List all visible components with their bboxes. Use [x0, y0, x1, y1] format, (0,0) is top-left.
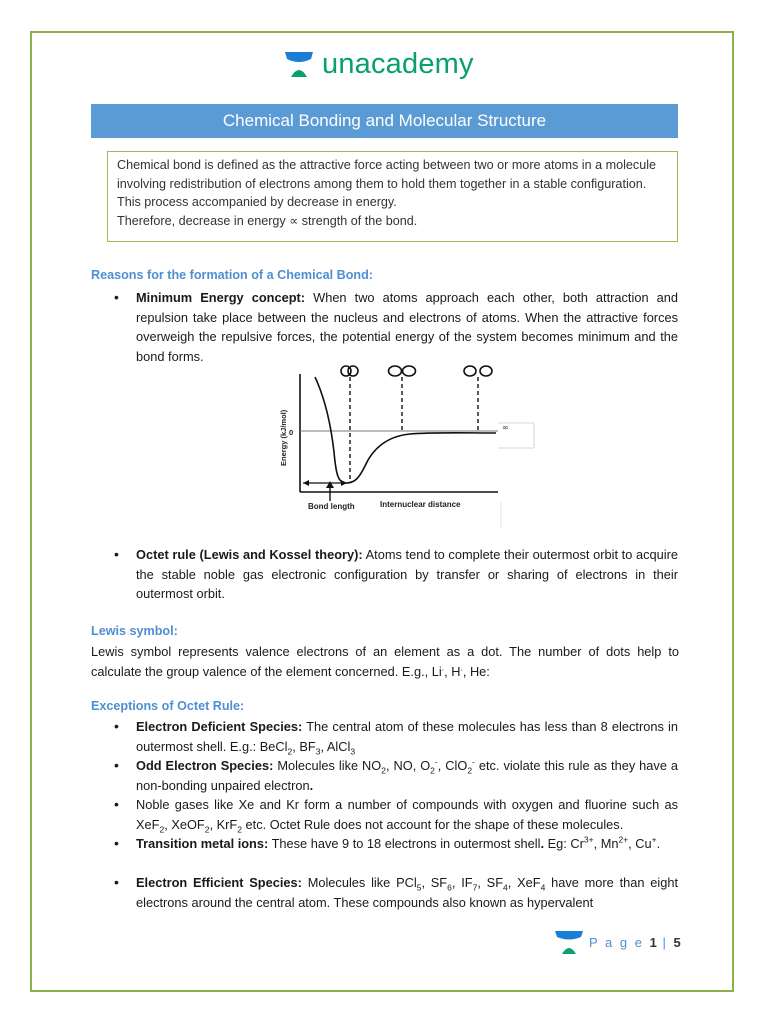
- lewis-text-b: , H: [444, 663, 461, 679]
- atom-pair-close: [341, 366, 358, 376]
- electron-efficient-text: Molecules like PCl: [307, 875, 417, 890]
- zero-label: 0: [289, 428, 294, 437]
- lewis-text-c: , He:: [462, 663, 490, 679]
- lewis-paragraph: [91, 642, 679, 681]
- infinity-label: ∞: [502, 423, 509, 432]
- potential-energy-curve: [315, 377, 496, 483]
- bullet-odd-electron: • Odd Electron Species: Molecules like $NO_2$, NO, $O_2^-$, ClO$_2$- etc. violate this rule as they have a non-bonding unpaired electron.: [136, 756, 678, 795]
- page-footer: [555, 927, 683, 957]
- atom-pair-mid: [389, 366, 416, 376]
- y-axis-label: Energy (kJ/mol): [279, 409, 288, 466]
- bullet-noble-gases: • Noble gases like Xe and Kr form a number of compounds with oxygen and fluorine such as XeF$_2$, XeOF$_2$, KrF$_2$ etc. Octet Rule does not account for the shape of these molecules.: [136, 795, 678, 834]
- electron-efficient-term: Electron Efficient Species:: [136, 875, 302, 890]
- odd-electron-term: Odd Electron Species:: [136, 758, 274, 773]
- bullet-octet-rule: [136, 545, 678, 604]
- page-total: 5: [673, 934, 683, 950]
- bond-length-label: Bond length: [308, 502, 355, 511]
- noble-gases-text: Noble gases like Xe and Kr form a number of compounds with oxygen and fluorine such as XeF: [136, 797, 678, 832]
- bullet-electron-efficient: • Electron Efficient Species: Molecules like PCl$_5$, $SF_6$, $IF_7$, $SF_4$, XeF$_4$ have more than eight electrons around the central atom. These compounds also known as hypervalent: [136, 873, 678, 912]
- brand-name: unacademy: [322, 47, 474, 80]
- page-title: Chemical Bonding and Molecular Structure: [91, 104, 678, 138]
- electron-efficient-tail: have more than eight electrons around the central atom. These compounds also known as hypervalent: [136, 875, 679, 910]
- exceptions-heading: Exceptions of Octet Rule:: [91, 699, 245, 713]
- lewis-sup-1: .: [441, 662, 445, 673]
- lewis-sup-2: .: [460, 662, 463, 673]
- atom-pair-far: [464, 366, 492, 376]
- unacademy-footer-icon: [555, 929, 583, 955]
- page-word: P a g e: [589, 934, 644, 950]
- transition-metal-term: Transition metal ions:: [136, 836, 269, 851]
- reasons-heading: Reasons for the formation of a Chemical Bond:: [91, 268, 373, 282]
- lewis-text-a: Lewis symbol represents valence electrons of an element as a dot. The number of dots help to calculate the group valence of the element concerned. E.g., Li: [91, 644, 679, 679]
- bullet-transition-metal: • Transition metal ions: These have 9 to 18 electrons in outermost shell. Eg: $Cr^{3+}$, $Mn^{2+}$, Cu+.: [136, 834, 678, 854]
- noble-gases-tail: etc. Octet Rule does not account for the shape of these molecules.: [245, 816, 624, 832]
- octet-term: Octet rule (Lewis and Kossel theory):: [136, 547, 363, 562]
- transition-metal-eg: Eg: Cr: [544, 836, 584, 851]
- unacademy-logo-icon: [284, 49, 314, 79]
- page-label: [589, 935, 683, 950]
- definition-conclusion: Therefore, decrease in energy ∝ strength of the bond.: [117, 213, 418, 228]
- page-number: 1: [649, 934, 657, 950]
- octet-text: Atoms tend to complete their outermost orbit to acquire the stable noble gas electronic configuration by transfer or sharing of electrons in their outermost orbit.: [136, 547, 678, 601]
- unacademy-logo: [284, 44, 474, 84]
- min-energy-text: When two atoms approach each other, both attraction and repulsion take place between the nucleus and electrons of atoms. When the attractive forces overweigh the repulsive forces, the potential energy of the system becomes minimum and the bond forms.: [136, 290, 678, 364]
- x-axis-label: Internuclear distance: [380, 500, 461, 509]
- electron-deficient-term: Electron Deficient Species:: [136, 719, 303, 734]
- page-separator: |: [662, 934, 668, 950]
- odd-electron-tail: etc. violate this rule as they have a non-bonding unpaired electron: [136, 758, 679, 793]
- bullet-min-energy: [136, 288, 678, 366]
- potential-energy-graph: [258, 362, 540, 528]
- definition-box: [107, 151, 678, 242]
- transition-metal-text: These have 9 to 18 electrons in outermost shell: [271, 836, 541, 851]
- min-energy-term: Minimum Energy concept:: [136, 290, 306, 305]
- electron-deficient-text: The central atom of these molecules has less than 8 electrons in outermost shell. E.g.: BeCl: [136, 719, 678, 754]
- lewis-heading: Lewis symbol:: [91, 624, 178, 638]
- bullet-electron-deficient: • Electron Deficient Species: The central atom of these molecules has less than 8 electrons in outermost shell. E.g.: BeCl$_2$, $BF_3$, AlCl$_3$: [136, 717, 678, 756]
- odd-electron-text: Molecules like NO: [277, 758, 382, 773]
- definition-text: Chemical bond is defined as the attractive force acting between two or more atoms in a molecule involving redistribution of electrons among them to hold them together in a stable configuration. This process accompanied by decrease in energy.: [117, 158, 657, 209]
